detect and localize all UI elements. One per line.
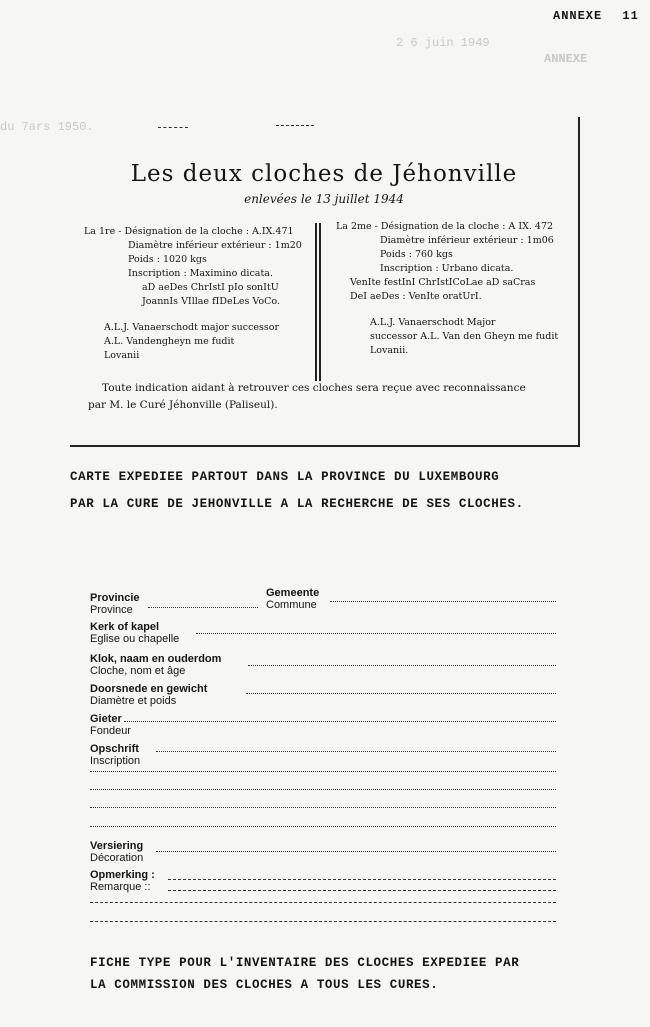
diameter-field[interactable] <box>246 693 556 694</box>
postcard <box>70 117 580 447</box>
column-divider <box>319 223 321 381</box>
column-divider <box>315 223 317 381</box>
bell-1-diameter: Diamètre inférieur extérieur : 1m20 <box>128 240 302 251</box>
church-field[interactable] <box>196 633 556 634</box>
gieter-nl: Gieter <box>90 713 122 725</box>
page-header <box>553 9 639 23</box>
versiering-fr: Décoration <box>90 852 144 864</box>
inventory-form <box>0 587 650 930</box>
bell-2-place: Lovanii. <box>370 345 409 356</box>
card-mark <box>276 125 314 126</box>
bell-name-label <box>90 653 221 677</box>
bell-2-inscription-line: DeI aeDes : VenIte oratUrI. <box>350 291 482 302</box>
church-label <box>90 621 179 645</box>
kerk-fr: Eglise ou chapelle <box>90 633 180 645</box>
bell-1-founder: A.L. Vandengheyn me fudit <box>104 336 235 347</box>
opschrift-nl: Opschrift <box>90 743 139 755</box>
bell-2-founder: successor A.L. Van den Gheyn me fudit <box>370 331 559 342</box>
decoration-field[interactable] <box>156 851 556 852</box>
bell-1-inscription-line: aD aeDes ChrIstI pIo sonItU <box>142 282 279 293</box>
card-note <box>88 380 568 414</box>
bell-2-inscription: Inscription : Urbano dicata. <box>380 263 514 274</box>
inscription-field[interactable] <box>90 826 556 827</box>
caption-bottom-line: LA COMMISSION DES CLOCHES A TOUS LES CURES. <box>90 978 439 992</box>
diameter-label <box>90 683 207 707</box>
commune-field[interactable] <box>330 601 556 602</box>
bell-2-diameter: Diamètre inférieur extérieur : 1m06 <box>380 235 554 246</box>
inscription-field[interactable] <box>90 807 556 808</box>
inscription-field[interactable] <box>90 771 556 772</box>
bell-1-details <box>84 225 316 363</box>
klok-nl: Klok, naam en ouderdom <box>90 653 222 665</box>
bleed-ref: du 7ars 1950. <box>0 120 94 134</box>
commune-fr: Commune <box>266 599 317 611</box>
remark-field[interactable] <box>90 921 556 922</box>
caption-top-line: CARTE EXPEDIEE PARTOUT DANS LA PROVINCE DU LUXEMBOURG <box>70 470 500 484</box>
founder-field[interactable] <box>124 721 556 722</box>
bell-2-inscription-line: VenIte festInI ChrIstICoLae aD saCras <box>350 277 536 288</box>
bleed-annexe: ANNEXE <box>544 52 588 66</box>
bell-1-inscription-line: JoannIs VIllae fIDeLes VoCo. <box>142 296 280 307</box>
page-number: 11 <box>622 9 639 23</box>
bell-2-weight: Poids : 760 kgs <box>380 249 453 260</box>
decoration-label <box>90 840 143 864</box>
bell-1-place: Lovanii <box>104 350 140 361</box>
commune-label <box>266 587 319 611</box>
founder-label <box>90 713 131 737</box>
annex-label: ANNEXE <box>553 9 603 23</box>
gemeente-nl: Gemeente <box>266 587 320 599</box>
province-label <box>90 592 140 616</box>
card-mark <box>158 127 188 128</box>
province-fr: Province <box>90 604 133 616</box>
remark-field[interactable] <box>168 890 556 891</box>
bell-1-founder: A.L.J. Vanaerschodt major successor <box>104 322 280 333</box>
bleed-date: 2 6 juin 1949 <box>396 36 490 50</box>
inscription-label <box>90 743 140 767</box>
remark-field[interactable] <box>168 879 556 880</box>
opschrift-fr: Inscription <box>90 755 141 767</box>
card-title: Les deux cloches de Jéhonville <box>130 161 518 187</box>
doorsnede-fr: Diamètre et poids <box>90 695 177 707</box>
opmerking-fr: Remarque :: <box>90 881 151 893</box>
bell-2-founder: A.L.J. Vanaerschodt Major <box>370 317 496 328</box>
province-field[interactable] <box>148 607 258 608</box>
bell-1-weight: Poids : 1020 kgs <box>128 254 207 265</box>
bell-2-details <box>336 220 572 358</box>
bell-1-designation: La 1re - Désignation de la cloche : A.IX.471 <box>84 226 294 237</box>
province-nl: Provincie <box>90 592 140 604</box>
caption-bottom-line: FICHE TYPE POUR L'INVENTAIRE DES CLOCHES EXPEDIEE PAR <box>90 956 520 970</box>
gieter-fr: Fondeur <box>90 725 131 737</box>
card-note-line: par M. le Curé Jéhonville (Paliseul). <box>88 399 278 411</box>
klok-fr: Cloche, nom et âge <box>90 665 186 677</box>
bell-name-field[interactable] <box>248 665 556 666</box>
remark-label <box>90 869 155 893</box>
bell-2-designation: La 2me - Désignation de la cloche : A IX. 472 <box>336 221 554 232</box>
card-subtitle: enlevées le 13 juillet 1944 <box>244 192 404 206</box>
inscription-field[interactable] <box>156 751 556 752</box>
doorsnede-nl: Doorsnede en gewicht <box>90 683 208 695</box>
versiering-nl: Versiering <box>90 840 144 852</box>
bell-1-inscription: Inscription : Maximino dicata. <box>128 268 273 279</box>
kerk-nl: Kerk of kapel <box>90 621 160 633</box>
card-note-line: Toute indication aidant à retrouver ces cloches sera reçue avec reconnaissance <box>102 382 526 394</box>
inscription-field[interactable] <box>90 789 556 790</box>
remark-field[interactable] <box>90 902 556 903</box>
caption-top-line: PAR LA CURE DE JEHONVILLE A LA RECHERCHE DE SES CLOCHES. <box>70 497 524 511</box>
opmerking-nl: Opmerking : <box>90 869 155 881</box>
